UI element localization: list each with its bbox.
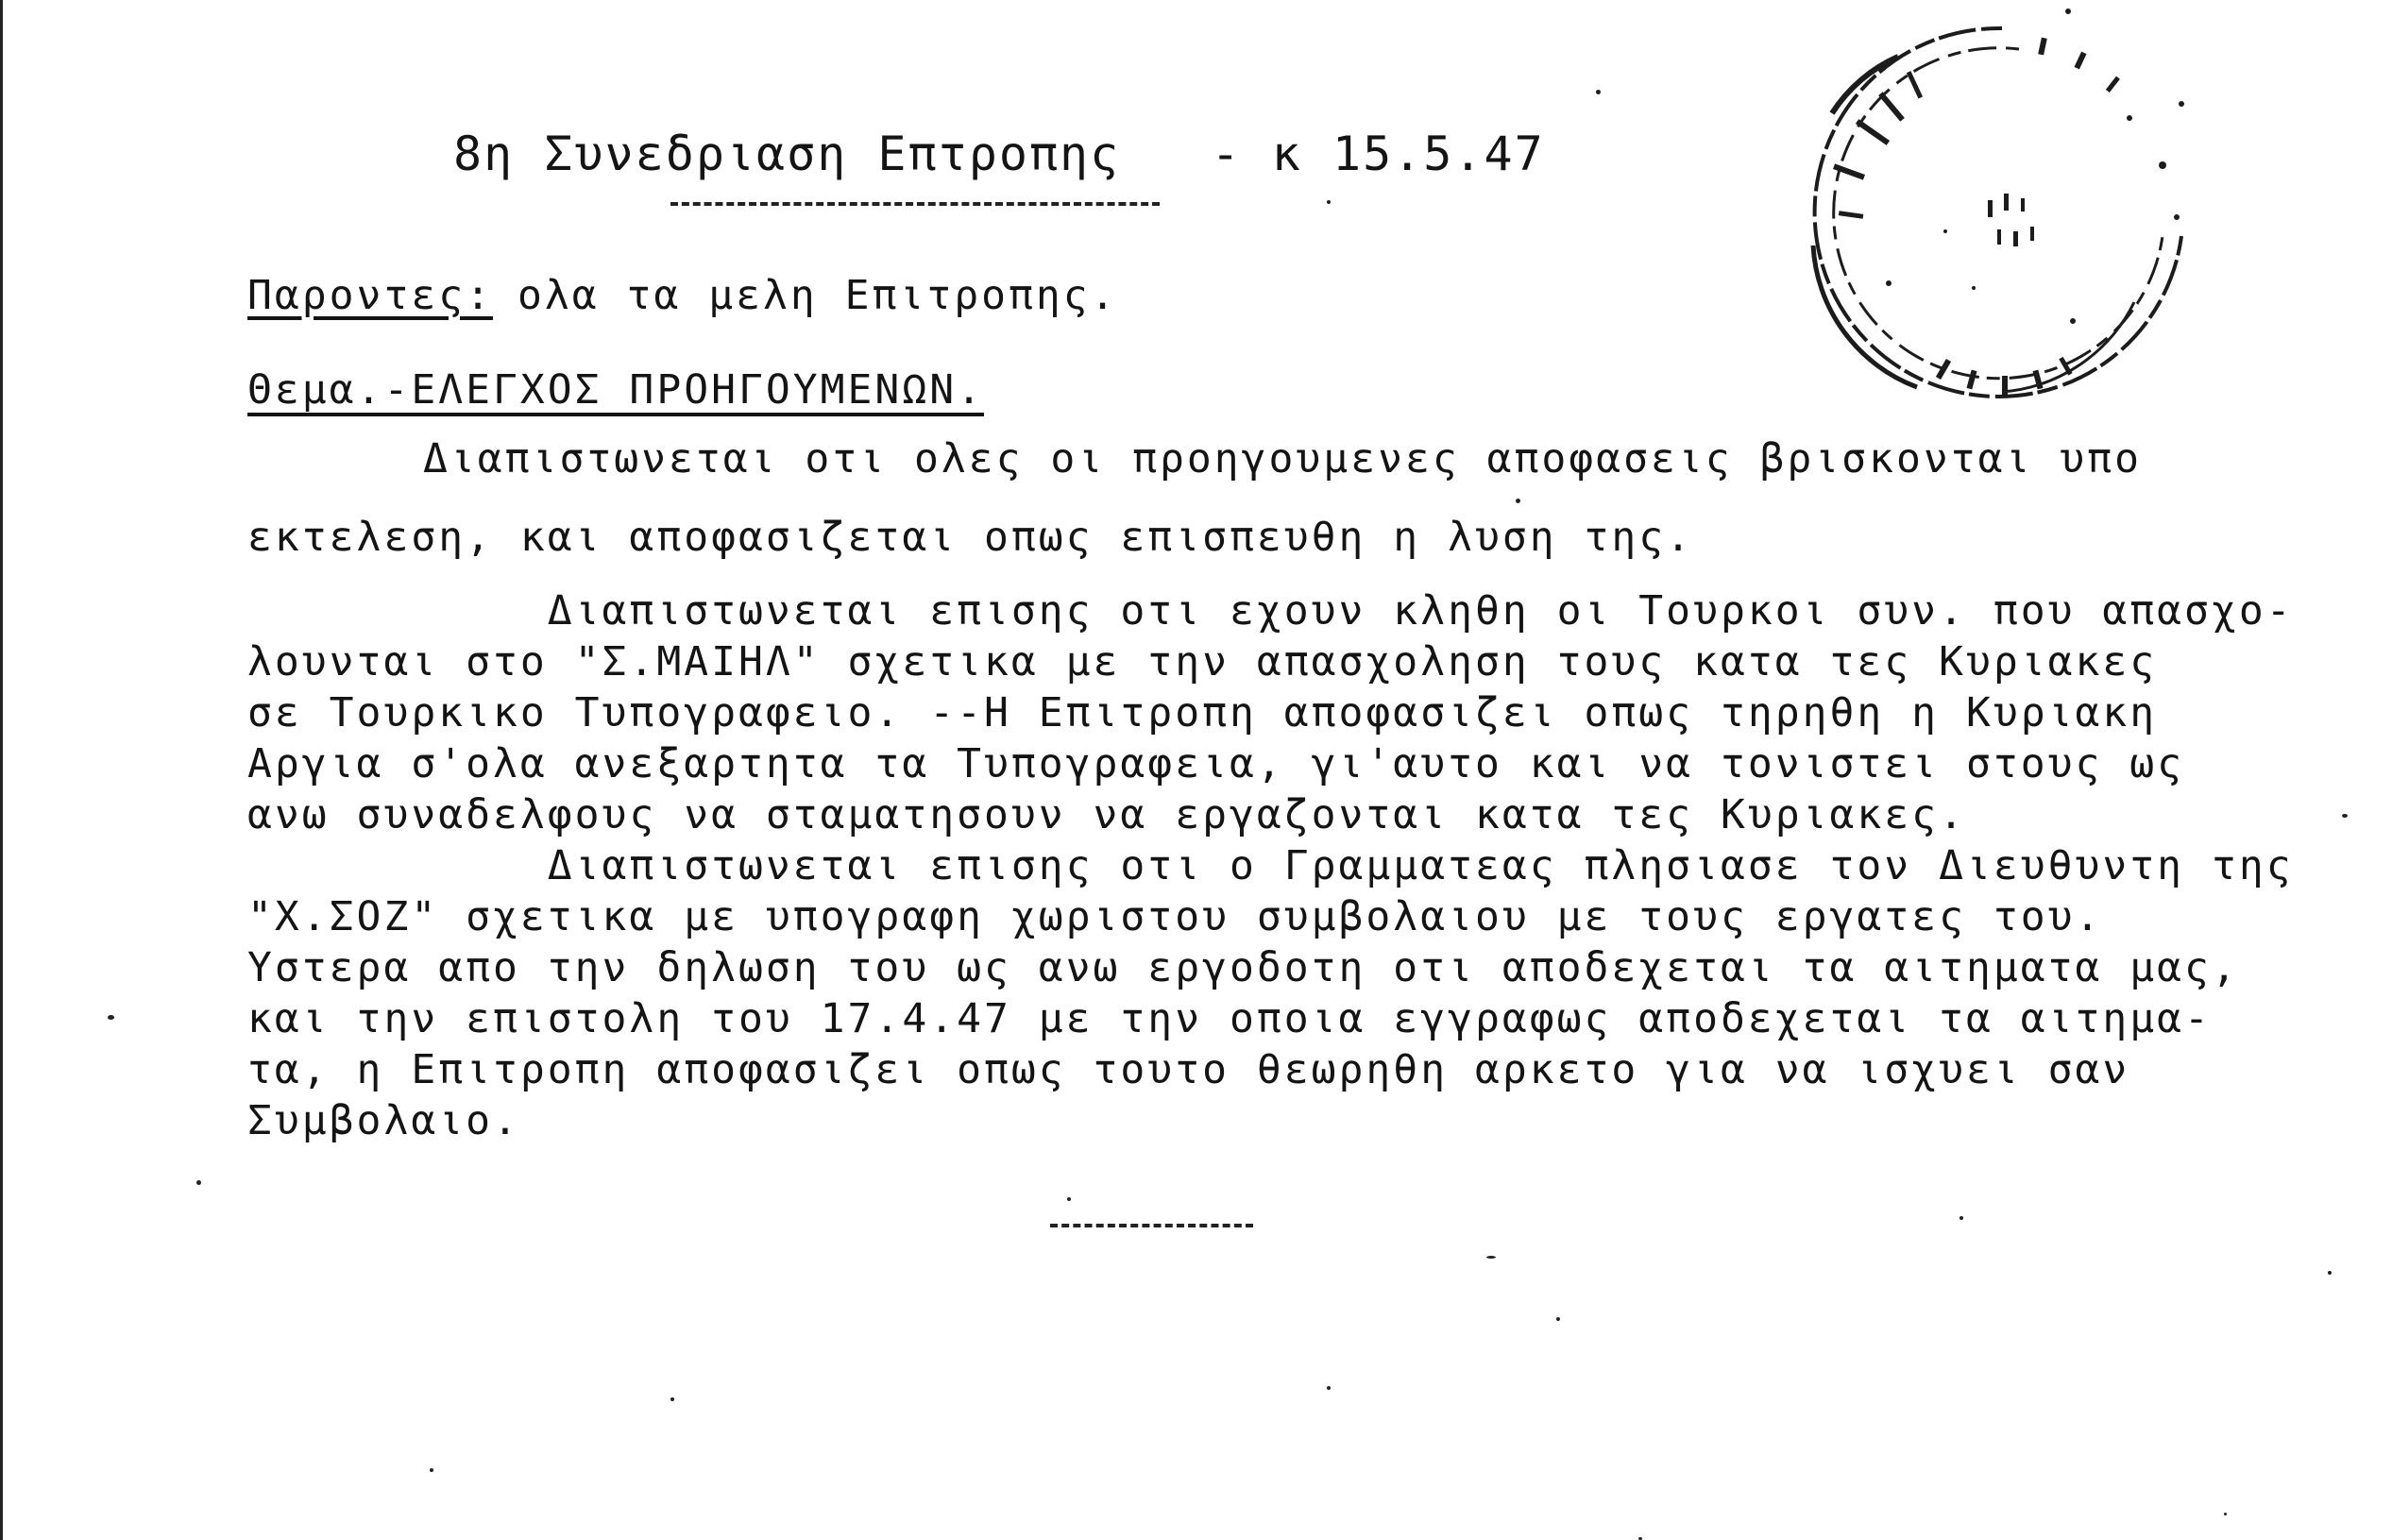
closing-rule [1050, 1224, 1253, 1227]
present-text: ολα τα μελη Επιτροπης. [517, 272, 1118, 319]
ink-speck [430, 1468, 433, 1472]
paragraph-1-line-1: Διαπιστωνεται οτι ολες οι προηγουμενες αποφασεις βρισκονται υπο [423, 435, 2142, 482]
ink-speck [2342, 814, 2348, 818]
ink-speck [1959, 1216, 1963, 1220]
present-label: Παροντες: [247, 272, 493, 319]
ink-speck [1516, 499, 1520, 503]
paragraph-2: Διαπιστωνεται επισης οτι εχουν κληθη οι Τουρκοι συν. που απασχο- λουνται στο "Σ.ΜΑΙΗΛ" σχετικα με την απασχοληση τους κατα τες Κυριακες σε Τουρκικο Τυπογραφειο. --Η Επιτροπη αποφασιζει οπως τηρηθη η Κυριακη Αργια σ'ολα ανεξαρτητα τα Τυπογραφεια, γι'αυτο και να τονιστει στους ως ανω συναδελφους να σταματησουν να εργαζονται κατα τες Κυριακες. [247, 587, 2294, 838]
paragraph-1-line-2: εκτελεση, και αποφασιζεται οπως επισπευθη η λυση της. [247, 514, 1694, 561]
ink-speck [108, 1015, 114, 1020]
ink-speck [670, 1397, 674, 1401]
topic-heading: Θεμα.-ΕΛΕΓΧΟΣ ΠΡΟΗΓΟΥΜΕΝΩΝ. [247, 366, 984, 414]
ink-speck [2224, 1513, 2227, 1515]
title-underline-rule [670, 202, 1160, 206]
ink-speck [1327, 1386, 1331, 1390]
ink-speck [1327, 200, 1331, 204]
ink-speck [1067, 1197, 1071, 1201]
ink-speck [1596, 90, 1601, 94]
paragraph-3: Διαπιστωνεται επισης οτι ο Γραμματεας πλησιασε τον Διευθυντη της "Χ.ΣΟΖ" σχετικα με υπογραφη χωριστου συμβολαιου με τους εργατες του. Υστερα απο την δηλωση του ως ανω εργοδοτη οτι αποδεχεται τα αιτηματα μας, και την επιστολη του 17.4.47 με την οποια εγγραφως αποδεχεται τα αιτημα- τα, η Επιτροπη αποφασιζει οπως τουτο θεωρηθη αρκετο για να ισχυει σαν Συμβολαιο. [247, 842, 2294, 1144]
ink-speck [2328, 1271, 2332, 1275]
ink-speck [196, 1180, 201, 1185]
circular-stamp-icon [1756, 0, 2191, 425]
ink-speck [1486, 1256, 1496, 1259]
ink-speck [1556, 1317, 1560, 1321]
document-title: 8η Συνεδριαση Επτροπης - κ 15.5.47 [453, 127, 1545, 181]
page-left-edge [0, 0, 3, 1540]
